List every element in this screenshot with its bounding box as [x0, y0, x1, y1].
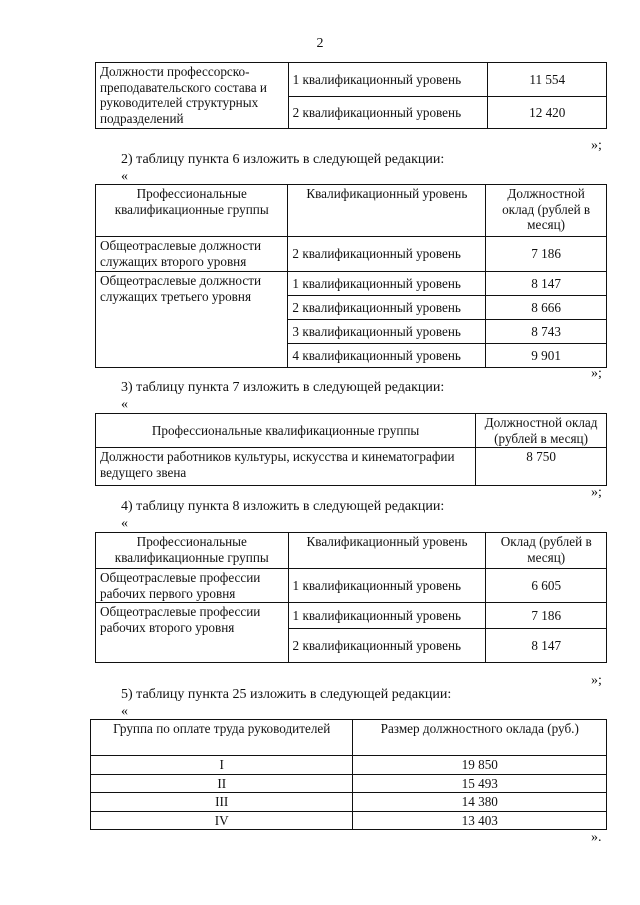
- header-groups: Профессиональные квалификационные группы: [96, 414, 476, 448]
- group-cell: IV: [91, 811, 353, 830]
- salary-cell: 7 186: [486, 237, 607, 272]
- opening-quote-4: «: [121, 516, 128, 531]
- table-point-6: [95, 184, 607, 368]
- header-salary: Размер должностного оклада (руб.): [353, 720, 607, 756]
- page-number: 2: [316, 36, 324, 51]
- header-groups: Профессиональные квалификационные группы: [96, 533, 289, 569]
- header-salary: Оклад (рублей в месяц): [486, 533, 607, 569]
- level-cell: 2 квалификационный уровень: [288, 237, 486, 272]
- group-name-cell: Общеотраслевые профессии рабочих первого уровня: [96, 569, 289, 603]
- group-name-cell: Должности работников культуры, искусства и кинематографии ведущего звена: [96, 448, 476, 486]
- paragraph-5: 5) таблицу пункта 25 изложить в следующей редакции:: [121, 687, 452, 702]
- table-point-8: [95, 532, 607, 663]
- group-cell: III: [91, 793, 353, 812]
- salary-cell: 8 743: [486, 320, 607, 344]
- header-groups: Профессиональные квалификационные группы: [96, 185, 288, 237]
- group-cell: II: [91, 774, 353, 793]
- salary-cell: 8 147: [486, 629, 607, 663]
- salary-cell: 7 186: [486, 603, 607, 629]
- closing-quote-4: »;: [591, 673, 602, 688]
- level-cell: 3 квалификационный уровень: [288, 320, 486, 344]
- level-cell: 2 квалификационный уровень: [288, 296, 486, 320]
- opening-quote-5: «: [121, 704, 128, 719]
- group-name-cell: Должности профессорско-преподавательского состава и руководителей структурных подразделений: [96, 63, 289, 129]
- opening-quote-2: «: [121, 169, 128, 184]
- header-level: Квалификационный уровень: [288, 185, 486, 237]
- salary-cell: 8 147: [486, 272, 607, 296]
- header-level: Квалификационный уровень: [288, 533, 486, 569]
- closing-quote-2: »;: [591, 366, 602, 381]
- closing-quote-3: »;: [591, 485, 602, 500]
- level-cell: 1 квалификационный уровень: [288, 569, 486, 603]
- header-group: Группа по оплате труда руководителей: [91, 720, 353, 756]
- header-salary: Должностной оклад (рублей в месяц): [486, 185, 607, 237]
- salary-cell: 6 605: [486, 569, 607, 603]
- level-cell: 2 квалификационный уровень: [288, 97, 488, 129]
- closing-quote-1: »;: [591, 138, 602, 153]
- header-salary: Должностной оклад (рублей в месяц): [476, 414, 607, 448]
- level-cell: 1 квалификационный уровень: [288, 63, 488, 97]
- salary-cell: 12 420: [488, 97, 607, 129]
- table-point-25: [90, 719, 607, 830]
- level-cell: 4 квалификационный уровень: [288, 344, 486, 368]
- paragraph-2: 2) таблицу пункта 6 изложить в следующей редакции:: [121, 152, 445, 167]
- paragraph-4: 4) таблицу пункта 8 изложить в следующей редакции:: [121, 499, 445, 514]
- salary-cell: 8 750: [476, 448, 607, 486]
- group-name-cell: Общеотраслевые профессии рабочих второго уровня: [96, 603, 289, 663]
- salary-cell: 19 850: [353, 756, 607, 775]
- salary-cell: 15 493: [353, 774, 607, 793]
- table-point-7: [95, 413, 607, 486]
- salary-cell: 9 901: [486, 344, 607, 368]
- closing-quote-5: ».: [591, 830, 602, 845]
- group-name-cell: Общеотраслевые должности служащих второго уровня: [96, 237, 288, 272]
- salary-cell: 14 380: [353, 793, 607, 812]
- level-cell: 1 квалификационный уровень: [288, 272, 486, 296]
- paragraph-3: 3) таблицу пункта 7 изложить в следующей редакции:: [121, 380, 445, 395]
- salary-cell: 8 666: [486, 296, 607, 320]
- level-cell: 1 квалификационный уровень: [288, 603, 486, 629]
- table-pp-staff: [95, 62, 607, 129]
- group-cell: I: [91, 756, 353, 775]
- opening-quote-3: «: [121, 397, 128, 412]
- group-name-cell: Общеотраслевые должности служащих третьего уровня: [96, 272, 288, 368]
- level-cell: 2 квалификационный уровень: [288, 629, 486, 663]
- salary-cell: 11 554: [488, 63, 607, 97]
- salary-cell: 13 403: [353, 811, 607, 830]
